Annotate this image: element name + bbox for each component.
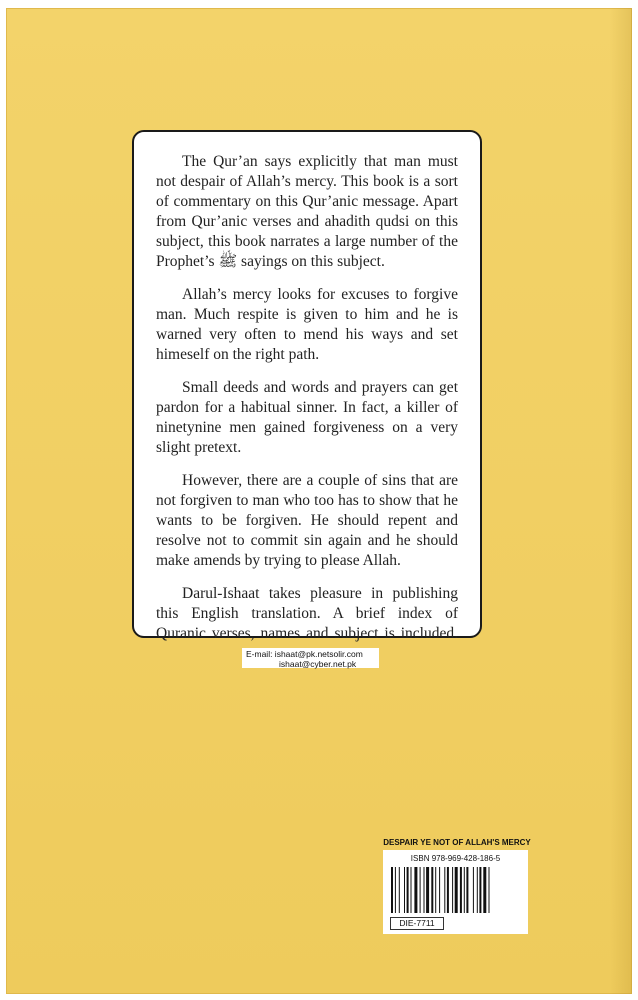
barcode-stripe — [414, 867, 417, 913]
barcode-stripe — [439, 867, 440, 913]
barcode-stripe — [466, 867, 468, 913]
barcode-stripe — [407, 867, 409, 913]
barcode-stripe — [395, 867, 396, 913]
barcode-stripe — [455, 867, 458, 913]
blurb-panel — [132, 130, 482, 642]
barcode-stripe — [426, 867, 429, 913]
barcode-stripe — [444, 867, 445, 913]
barcode-stripe — [411, 867, 412, 913]
barcode-stripe — [464, 867, 465, 913]
barcode-stripe — [447, 867, 449, 913]
email-line-2: ishaat@cyber.net.pk — [279, 658, 357, 669]
barcode-stripe — [489, 867, 490, 913]
isbn-text: ISBN 978-969-428-186-5 — [410, 854, 501, 863]
blurb-paragraph: Allah’s mercy looks for excuses to forgive man. Much respite is given to him and he is warned very often to mend his ways and set himeself on the right path. — [156, 286, 458, 363]
barcode-icon — [391, 867, 520, 913]
barcode-stripe — [391, 867, 393, 913]
spine-shadow — [610, 8, 632, 994]
email-label — [242, 648, 379, 668]
barcode-stripe — [404, 867, 405, 913]
barcode-stripe — [479, 867, 481, 913]
barcode-stripe — [473, 867, 474, 913]
blurb-paragraph: The Qur’an says explicitly that man must not despair of Allah’s mercy. This book is a sort of commentary on this Qur’anic message. Apart from Qur’anic verses and ahadith qudsi on this subject, this book narrates a large number of the Prophet’s ﷺ sayings on this subject. — [156, 153, 458, 270]
barcode-stripe — [477, 867, 478, 913]
book-title-label: DESPAIR YE NOT OF ALLAH'S MERCY — [383, 838, 531, 847]
barcode-stripe — [420, 867, 421, 913]
barcode-stripe — [424, 867, 425, 913]
catalog-code-label: DIE-7711 — [390, 917, 444, 930]
blurb-paragraph: However, there are a couple of sins that are not forgiven to man who too has to show that he wants to be forgiven. He should repent and resolve not to commit sin again and he should make amends by trying to please Allah. — [156, 472, 458, 569]
email-line-1: E-mail: ishaat@pk.netsolir.com — [246, 649, 363, 659]
blurb-paragraph: Darul-Ishaat takes pleasure in publishing this English translation. A brief index of Quranic verses, names and subject is included. — [156, 585, 458, 642]
barcode-stripe — [431, 867, 433, 913]
barcode-stripe — [452, 867, 453, 913]
barcode-stripe — [399, 867, 400, 913]
barcode-stripe — [435, 867, 436, 913]
blurb-paragraph: Small deeds and words and prayers can get pardon for a habitual sinner. In fact, a killer of ninetynine men gained forgiveness on a very slight pretext. — [156, 379, 458, 456]
barcode-stripe — [460, 867, 462, 913]
barcode-stripe — [483, 867, 486, 913]
